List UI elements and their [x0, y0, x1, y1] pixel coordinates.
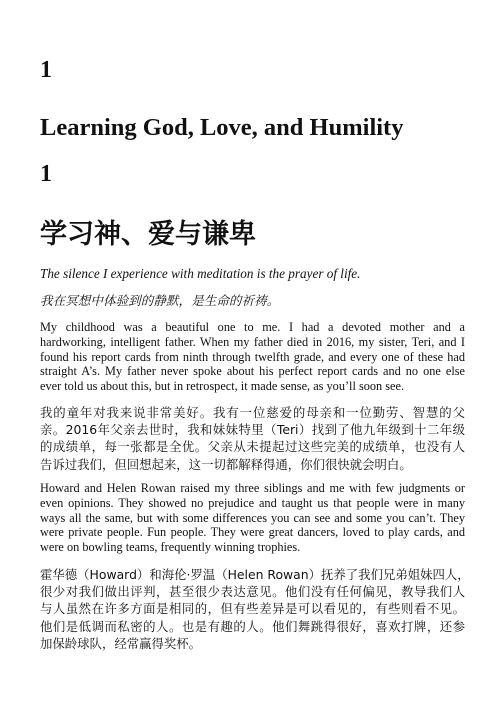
chapter-number-en: 1: [40, 57, 52, 83]
paragraph-2-en: [40, 481, 465, 555]
paragraph-line: 很少对我们做出评判，甚至很少表达意见。他们没有任何偏见，教导我们人: [40, 584, 465, 600]
paragraph-1-en: [40, 320, 465, 394]
paragraph-line: even opinions. They showed no prejudice and taught us that people were in many: [40, 495, 465, 510]
paragraph-line: 亲。2016年父亲去世时，我和妹妹特里（Teri）找到了他九年级到十二年级: [40, 422, 465, 438]
paragraph-line: 告诉过我们，但回想起来，这一切都解释得通，你们很快就会明白。: [40, 456, 412, 472]
paragraph-line: 霍华德（Howard）和海伦·罗温（Helen Rowan）抚养了我们兄弟姐妹四人，: [40, 567, 470, 582]
paragraph-2-zh: [40, 566, 470, 652]
paragraph-line: My childhood was a beautiful one to me. I had a devoted mother and a: [40, 320, 465, 334]
paragraph-1-zh: [40, 404, 465, 473]
paragraph-line: 他们是低调而私密的人。也是有趣的人。他们舞跳得很好，喜欢打牌，还参: [40, 618, 465, 634]
chapter-number-zh: 1: [40, 161, 52, 187]
paragraph-line: 我的童年对我来说非常美好。我有一位慈爱的母亲和一位勤劳、智慧的父: [40, 405, 465, 420]
paragraph-line: ever told us about this, but in retrospect, it made sense, as you’ll soon see.: [40, 379, 405, 394]
paragraph-line: Howard and Helen Rowan raised my three siblings and me with few judgments or: [40, 481, 465, 495]
paragraph-line: straight A’s. My father never spoke about his perfect report cards and no one else: [40, 364, 465, 379]
paragraph-line: hardworking, intelligent father. When my father died in 2016, my sister, Teri, and I: [40, 334, 465, 349]
paragraph-line: found his report cards from ninth through twelfth grade, and every one of these had: [40, 349, 465, 364]
chapter-title-zh: 学习神、爱与谦卑: [40, 219, 256, 250]
paragraph-line: were on bowling teams, frequently winning trophies.: [40, 540, 301, 555]
epigraph-en: The silence I experience with meditation is the prayer of life.: [40, 266, 361, 281]
paragraph-line: were private people. Fun people. They were great dancers, loved to play cards, and: [40, 525, 465, 540]
chapter-title-en: Learning God, Love, and Humility: [40, 114, 404, 141]
paragraph-line: ways all the same, but with some differences you can see and some you can’t. They: [40, 510, 465, 525]
paragraph-line: 的成绩单，每一张都是全优。父亲从未提起过这些完美的成绩单，也没有人: [40, 439, 465, 455]
paragraph-line: 与人虽然在许多方面是相同的，但有些差异是可以看见的，有些则看不见。: [40, 601, 465, 617]
epigraph-zh: 我在冥想中体验到的静默，是生命的祈祷。: [40, 293, 280, 308]
paragraph-line: 加保龄球队，经常赢得奖杯。: [40, 635, 202, 651]
